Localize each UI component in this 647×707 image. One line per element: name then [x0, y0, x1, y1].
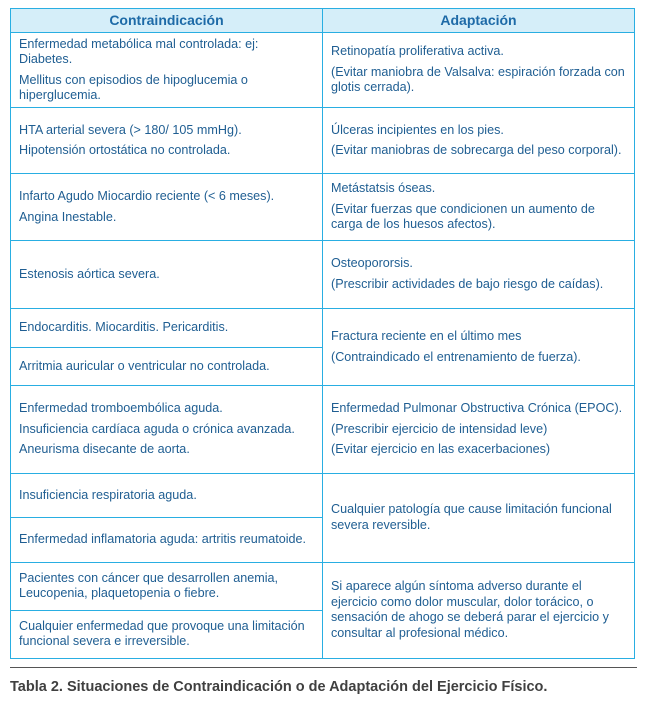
adaptation-cell [323, 473, 635, 562]
adaptation-text: (Contraindicado el entrenamiento de fuerza). [331, 349, 581, 364]
adaptation-cell [323, 174, 635, 241]
table-row [11, 174, 635, 241]
table-row [11, 562, 635, 610]
contraindication-text: Infarto Agudo Miocardio reciente (< 6 meses). [19, 189, 275, 203]
adaptation-text: (Prescribir actividades de bajo riesgo de caídas). [331, 276, 604, 291]
contraindication-text: Insuficiencia respiratoria aguda. [19, 487, 197, 502]
table-row [11, 308, 635, 347]
adaptation-cell [323, 33, 635, 108]
adaptation-text: Cualquier patología que cause limitación funcional severa reversible. [331, 502, 612, 532]
contraindication-cell [11, 240, 323, 308]
table-caption: Tabla 2. Situaciones de Contraindicación o de Adaptación del Ejercicio Físico. [10, 679, 548, 695]
contraindications-table [10, 8, 635, 659]
adaptation-cell [323, 240, 635, 308]
table-row [11, 108, 635, 174]
contraindication-cell [11, 518, 323, 562]
contraindication-text: Enfermedad inflamatoria aguda: artritis reumatoide. [19, 532, 307, 547]
contraindication-text: HTA arterial severa (> 180/ 105 mmHg). [19, 122, 242, 137]
adaptation-text: (Evitar maniobras de sobrecarga del peso corporal). [331, 143, 622, 158]
caption-rule [10, 667, 637, 668]
header-adaptacion: Adaptación [323, 9, 635, 33]
contraindication-cell [11, 562, 323, 610]
contraindication-text: Hipotensión ortostática no controlada. [19, 143, 231, 158]
contraindication-text: Mellitus con episodios de hipoglucemia o hiperglucemia. [19, 72, 248, 103]
contraindication-cell [11, 473, 323, 517]
contraindication-cell [11, 386, 323, 474]
contraindication-text: Enfermedad metabólica mal controlada: ej: Diabetes. [19, 36, 259, 67]
adaptation-text: (Prescribir ejercicio de intensidad leve) [331, 421, 548, 436]
table-header-row [11, 9, 635, 33]
contraindication-text: Arritmia auricular o ventricular no controlada. [19, 358, 270, 373]
adaptation-text: Retinopatía proliferativa activa. [331, 44, 504, 59]
contraindication-cell [11, 347, 323, 386]
adaptation-cell [323, 562, 635, 658]
contraindication-text: Angina Inestable. [19, 209, 117, 224]
adaptation-text: Úlceras incipientes en los pies. [331, 122, 504, 137]
adaptation-text: Enfermedad Pulmonar Obstructiva Crónica (EPOC). [331, 401, 623, 416]
contraindication-cell [11, 174, 323, 241]
contraindication-text: Endocarditis. Miocarditis. Pericarditis. [19, 319, 229, 334]
adaptation-text: Osteopororsis. [331, 256, 413, 271]
contraindication-text: Estenosis aórtica severa. [19, 266, 160, 281]
adaptation-text: (Evitar fuerzas que condicionen un aumento de carga de los huesos afectos). [331, 201, 595, 232]
contraindication-cell [11, 610, 323, 658]
contraindication-text: Pacientes con cáncer que desarrollen anemia, Leucopenia, plaquetopenia o fiebre. [19, 570, 279, 601]
contraindication-text: Cualquier enfermedad que provoque una limitación funcional severa e irreversible. [19, 618, 305, 649]
adaptation-text: Metástatsis óseas. [331, 181, 436, 196]
header-contraindicacion: Contraindicación [11, 9, 323, 33]
contraindication-text: Insuficiencia cardíaca aguda o crónica avanzada. [19, 421, 295, 436]
contraindication-text: Aneurisma disecante de aorta. [19, 442, 190, 457]
contraindication-cell [11, 33, 323, 108]
table-row [11, 240, 635, 308]
table-body [11, 33, 635, 659]
table-row [11, 386, 635, 474]
adaptation-cell [323, 308, 635, 385]
adaptation-text: Fractura reciente en el último mes [331, 329, 522, 344]
contraindication-cell [11, 108, 323, 174]
adaptation-text: (Evitar ejercicio en las exacerbaciones) [331, 442, 551, 457]
table-row [11, 33, 635, 108]
contraindication-cell [11, 308, 323, 347]
adaptation-cell [323, 386, 635, 474]
table-row [11, 473, 635, 517]
adaptation-cell [323, 108, 635, 174]
contraindication-text: Enfermedad tromboembólica aguda. [19, 401, 223, 416]
adaptation-text: Si aparece algún síntoma adverso durante el ejercicio como dolor muscular, dolor torácico, o sensación de ahogo se deberá parar el ejercicio y consultar al profesional médico. [331, 579, 609, 640]
adaptation-text: (Evitar maniobra de Valsalva: espiración forzada con glotis cerrada). [331, 64, 625, 95]
